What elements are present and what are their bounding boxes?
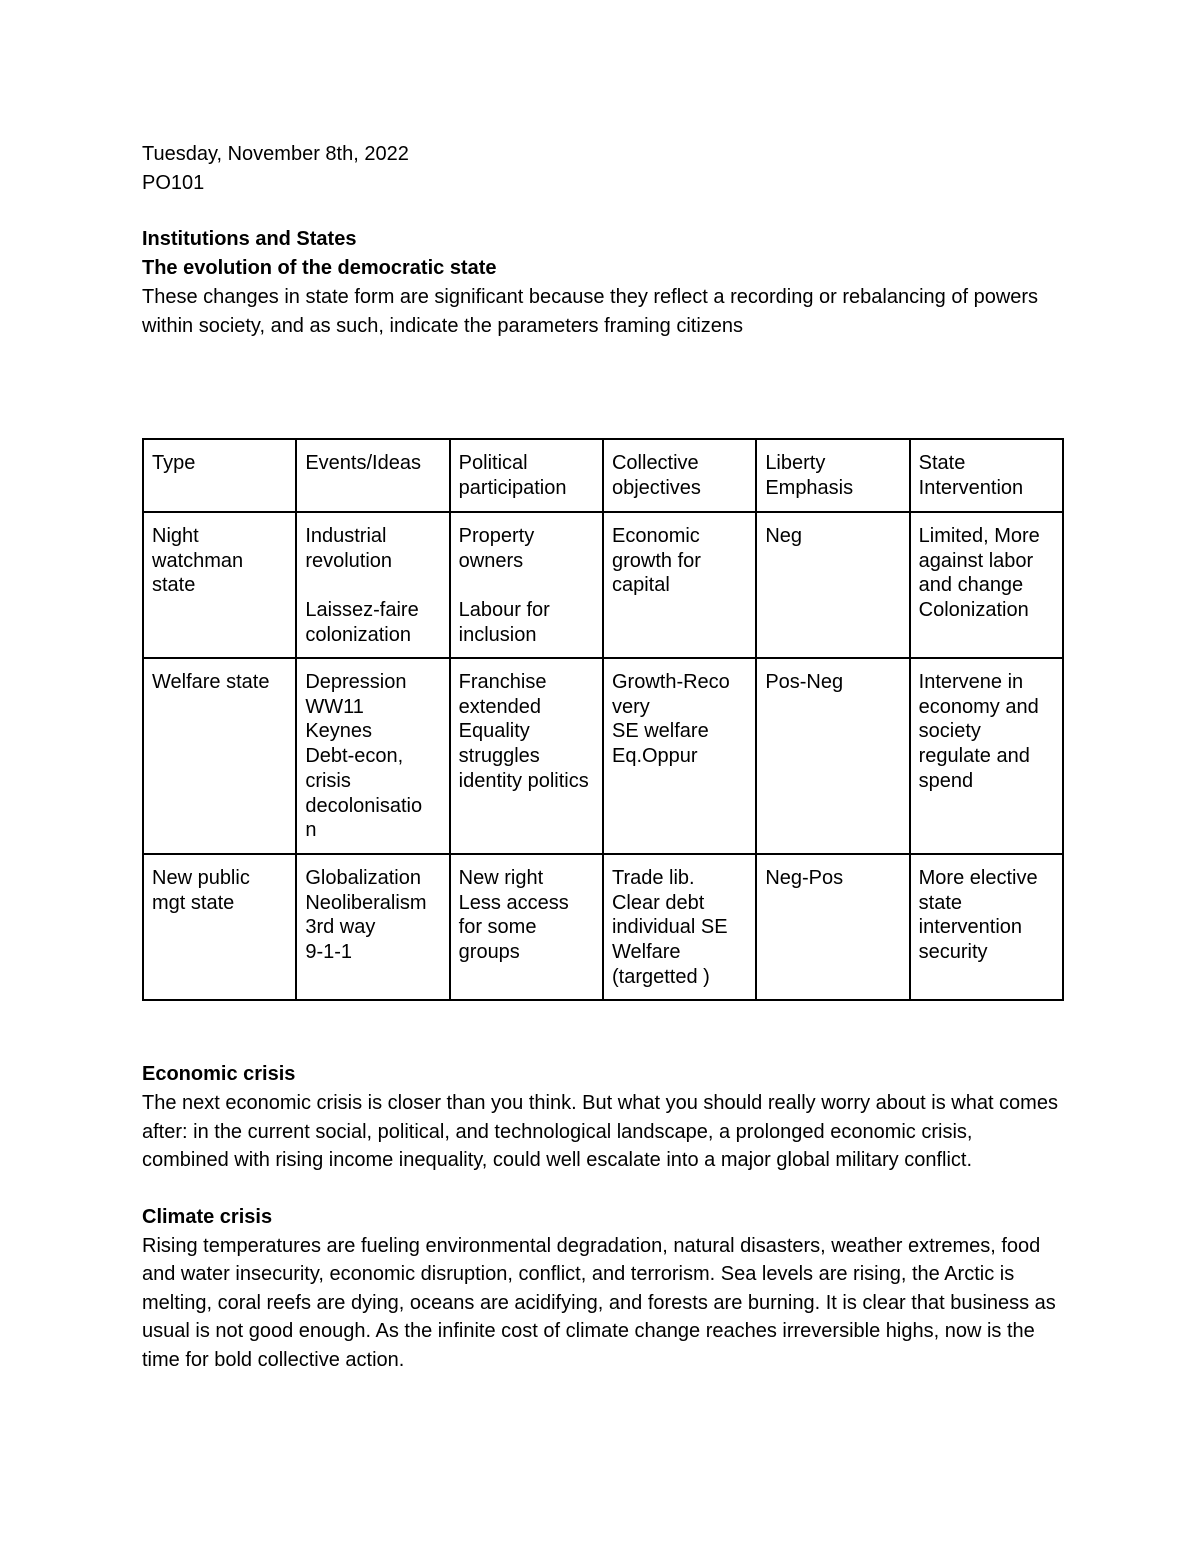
table-header-cell: State Intervention xyxy=(910,439,1063,512)
table-cell: Intervene in economy and society regulate and spend xyxy=(910,658,1063,854)
intro-paragraph: These changes in state form are significant because they reflect a recording or rebalancing of powers within society, and as such, indicate the parameters framing citizens xyxy=(142,286,1039,337)
table-header-cell: Type xyxy=(143,439,296,512)
table-cell: Trade lib. Clear debt individual SE Welfare (targetted ) xyxy=(603,854,756,1000)
state-types-table xyxy=(142,438,1064,1001)
course-code: PO101 xyxy=(142,172,205,194)
economic-crisis-paragraph: The next economic crisis is closer than you think. But what you should really worry about is what comes after: in the current social, political, and technological landscape, a prolonged economic crisis, combined with rising income inequality, could well escalate into a major global military conflict. xyxy=(142,1092,1058,1171)
date-line: Tuesday, November 8th, 2022 xyxy=(142,143,409,165)
table-cell: Franchise extended Equality struggles identity politics xyxy=(450,658,603,854)
table-header-cell: Events/Ideas xyxy=(296,439,449,512)
table-row xyxy=(143,658,1063,854)
table-cell: Welfare state xyxy=(143,658,296,854)
table-cell: New public mgt state xyxy=(143,854,296,1000)
table-row xyxy=(143,512,1063,658)
table-cell: Economic growth for capital xyxy=(603,512,756,658)
table-cell: Depression WW11 Keynes Debt-econ, crisis decolonisatio n xyxy=(296,658,449,854)
table-cell: Property owners Labour for inclusion xyxy=(450,512,603,658)
table-cell: Neg-Pos xyxy=(756,854,909,1000)
table-header-cell: Collective objectives xyxy=(603,439,756,512)
table-cell: Pos-Neg xyxy=(756,658,909,854)
table-cell: Industrial revolution Laissez-faire colonization xyxy=(296,512,449,658)
table-row xyxy=(143,854,1063,1000)
section-title-economic-crisis: Economic crisis xyxy=(142,1063,296,1085)
table-cell: Growth-Reco very SE welfare Eq.Oppur xyxy=(603,658,756,854)
section-subtitle-evolution: The evolution of the democratic state xyxy=(142,257,497,279)
table-cell: More elective state intervention security xyxy=(910,854,1063,1000)
table-cell: Night watchman state xyxy=(143,512,296,658)
section-title-climate-crisis: Climate crisis xyxy=(142,1205,273,1228)
table-header-cell: Liberty Emphasis xyxy=(756,439,909,512)
table-cell: Neg xyxy=(756,512,909,658)
table-header-row xyxy=(143,439,1063,512)
section-title-institutions: Institutions and States xyxy=(142,228,357,250)
climate-crisis-paragraph: Rising temperatures are fueling environmental degradation, natural disasters, weather extremes, food and water insecurity, economic disruption, conflict, and terrorism. Sea levels are rising, the Arctic is melting, coral reefs are dying, oceans are acidifying, and forests are burning. It is clear that business as usual is not good enough. As the infinite cost of climate change reaches irreversible highs, now is the time for bold collective action. xyxy=(142,1234,1056,1371)
table-cell: New right Less access for some groups xyxy=(450,854,603,1000)
document-page xyxy=(142,140,1062,1374)
table-header-cell: Political participation xyxy=(450,439,603,512)
table-cell: Globalization Neoliberalism 3rd way 9-1-1 xyxy=(296,854,449,1000)
table-cell: Limited, More against labor and change Colonization xyxy=(910,512,1063,658)
